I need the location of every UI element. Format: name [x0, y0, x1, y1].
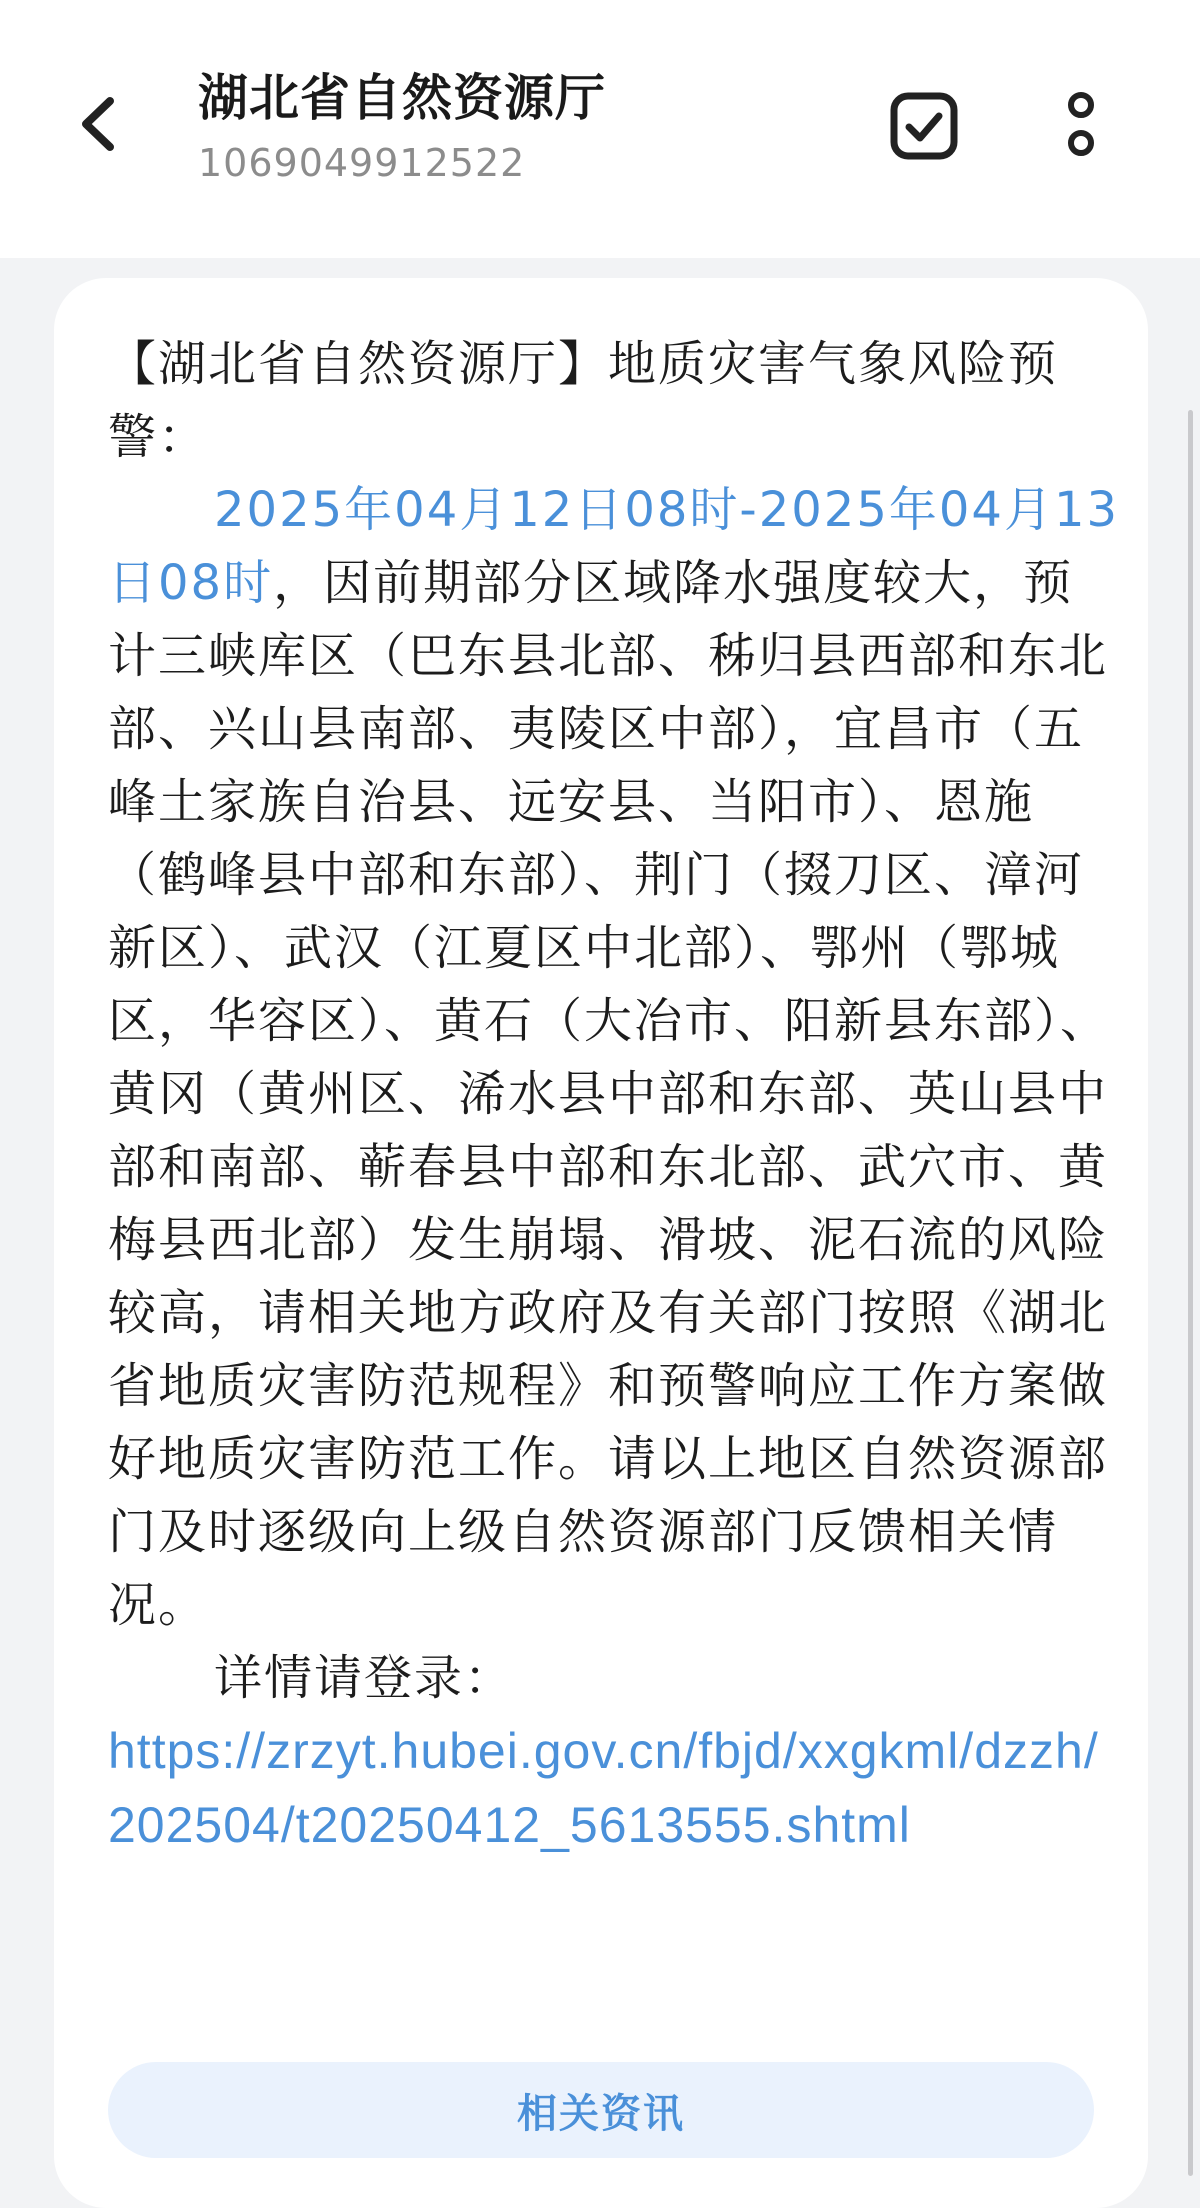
more-vertical-icon [1064, 91, 1098, 161]
message-paragraph [108, 474, 1120, 1642]
message-intro: 【湖北省自然资源厅】地质灾害气象风险预警： [108, 336, 1059, 465]
sender-name: 湖北省自然资源厅 [198, 69, 606, 127]
details-label: 详情请登录： [214, 1650, 515, 1706]
select-button[interactable] [886, 88, 962, 164]
more-options-button[interactable] [1046, 86, 1116, 166]
message-body: ，因前期部分区域降水强度较大，预计三峡库区（巴东县北部、秭归县西部和东北部、兴山县南部、夷陵区中部），宜昌市（五峰土家族自治县、远安县、当阳市）、恩施（鹤峰县中部和东部）、荆门（掇刀区、漳河新区）、武汉（江夏区中北部）、鄂州（鄂城区，华容区）、黄石（大冶市、阳新县东部）、黄冈（黄州区、浠水县中部和东部、英山县中部和南部、蕲春县中部和东北部、武穴市、黄梅县西北部）发生崩塌、滑坡、泥石流的风险较高，请相关地方政府及有关部门按照《湖北省地质灾害防范规程》和预警响应工作方案做好地质灾害防范工作。请以上地区自然资源部门及时逐级向上级自然资源部门反馈相关情况。 [108, 555, 1111, 1633]
details-url-link[interactable]: https://zrzyt.hubei.gov.cn/fbjd/xxgkml/dzzh/202504/t20250412_5613555.shtml [108, 1723, 1099, 1853]
chevron-left-icon [78, 95, 118, 153]
time-range-link[interactable]: 2025年04月12日08时-2025年04月13日08时 [108, 482, 1120, 611]
url-line [108, 1715, 1120, 1863]
top-bar [0, 0, 1200, 258]
message-bubble[interactable] [54, 278, 1148, 2208]
sender-number: 1069049912522 [198, 141, 526, 185]
message-text [108, 328, 1120, 1863]
checkbox-icon [889, 91, 959, 161]
related-news-button[interactable]: 相关资讯 [108, 2062, 1094, 2158]
details-line [108, 1642, 1120, 1715]
scrollbar[interactable] [1188, 410, 1193, 2176]
back-button[interactable] [58, 78, 138, 170]
conversation-header [198, 62, 606, 190]
